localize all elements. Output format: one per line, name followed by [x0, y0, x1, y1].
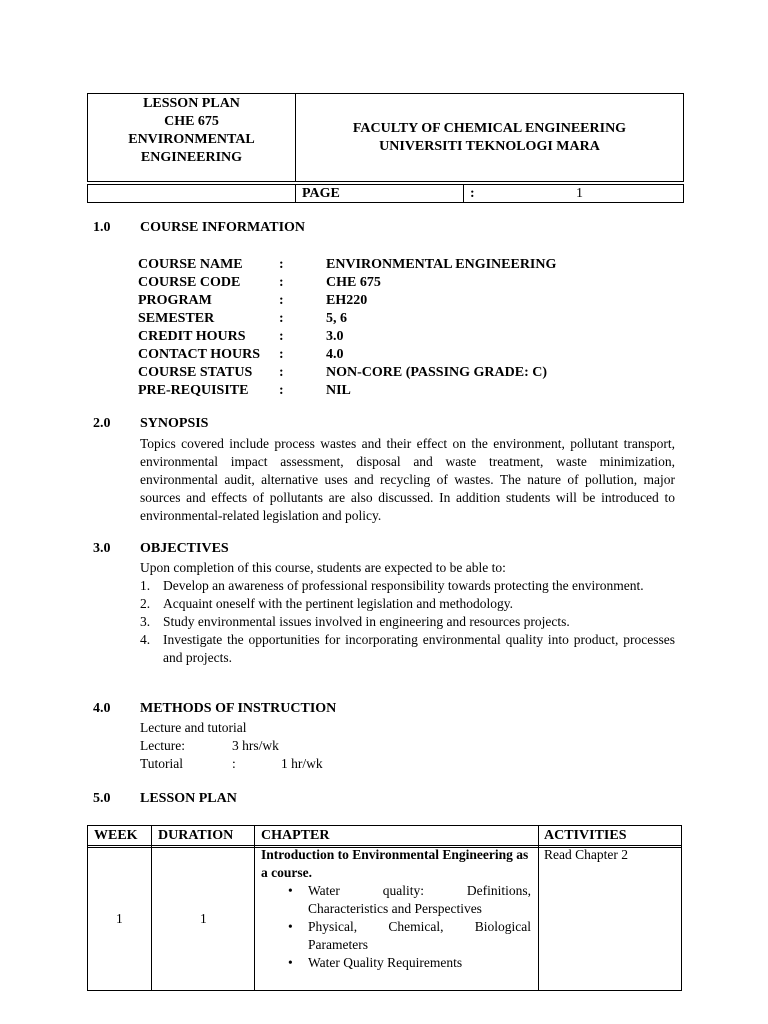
header-box [87, 93, 684, 182]
activities-cell: Read Chapter 2 [544, 847, 628, 862]
table-divider [538, 826, 539, 990]
section-number: 5.0 [93, 791, 111, 806]
course-info-label: COURSE NAME [138, 257, 243, 272]
course-info-colon: : [279, 293, 284, 308]
page-bar [87, 184, 684, 203]
section-number: 1.0 [93, 220, 111, 235]
course-info-colon: : [279, 275, 284, 290]
course-info-label: COURSE CODE [138, 275, 241, 290]
tutorial-label: Tutorial [140, 756, 184, 771]
page-label: PAGE [296, 185, 464, 202]
course-info-colon: : [279, 329, 284, 344]
column-header-week: WEEK [94, 828, 138, 843]
header-left-line: CHE 675 [164, 114, 219, 129]
page-number-cell [464, 185, 683, 202]
objectives-intro: Upon completion of this course, students are expected to be able to: [140, 560, 506, 575]
course-info-label: CONTACT HOURS [138, 347, 261, 362]
table-divider [254, 826, 255, 990]
header-course-block [88, 94, 296, 181]
objective-item: 4. Investigate the opportunities for incorporating environmental quality into product, processes and projects. [140, 632, 675, 665]
objective-item: 3. Study environmental issues involved in engineering and resources projects. [140, 614, 570, 629]
course-info-colon: : [279, 347, 284, 362]
objectives-list [140, 577, 675, 667]
course-info-value: EH220 [326, 293, 368, 308]
course-info-label: CREDIT HOURS [138, 329, 246, 344]
section-number: 4.0 [93, 701, 111, 716]
section-title: OBJECTIVES [140, 541, 229, 556]
page-colon: : [470, 186, 475, 201]
course-info-value: NIL [326, 383, 351, 398]
column-header-chapter: CHAPTER [261, 828, 330, 843]
course-info-label: PROGRAM [138, 293, 212, 308]
chapter-cell [261, 846, 531, 972]
course-info-colon: : [279, 311, 284, 326]
lecture-hours: 3 hrs/wk [232, 738, 279, 753]
chapter-topic: • Water Quality Requirements [288, 955, 463, 970]
objective-item: 1. Develop an awareness of professional responsibility towards protecting the environment. [140, 578, 644, 593]
page-number: 1 [576, 186, 583, 201]
duration-cell: 1 [200, 911, 207, 926]
synopsis-text: Topics covered include process wastes and their effect on the environment, pollutant transport, environmental impact assessment, disposal and waste treatment, waste minimization, environmental audit, alternative uses and recycling of wastes. The nature of pollution, major sources and effects of pollutants are also discussed. In addition students will be introduced to environmental-related legislation and policy. [140, 436, 675, 523]
section-number: 2.0 [93, 416, 111, 431]
section-title: COURSE INFORMATION [140, 220, 306, 235]
course-info-value: 3.0 [326, 329, 344, 344]
tutorial-colon: : [232, 756, 236, 771]
header-left-line: ENGINEERING [140, 150, 243, 165]
course-info-value: ENVIRONMENTAL ENGINEERING [326, 257, 557, 272]
course-info-value: CHE 675 [326, 275, 381, 290]
course-info-label: PRE-REQUISITE [138, 383, 249, 398]
course-info-value: NON-CORE (PASSING GRADE: C) [326, 365, 548, 380]
course-info-label: SEMESTER [138, 311, 215, 326]
course-info-label: COURSE STATUS [138, 365, 253, 380]
instruction-method: Lecture and tutorial [140, 720, 247, 735]
course-info-value: 5, 6 [326, 311, 347, 326]
chapter-topic: • Water quality: Definitions, Characteristics and Perspectives [288, 883, 531, 916]
header-faculty-block [296, 94, 683, 181]
lecture-label: Lecture: [140, 738, 185, 753]
course-info-colon: : [279, 257, 284, 272]
section-title: METHODS OF INSTRUCTION [140, 701, 337, 716]
chapter-topic: • Physical, Chemical, Biological Parameters [288, 919, 531, 952]
course-info-value: 4.0 [326, 347, 344, 362]
course-info-colon: : [279, 383, 284, 398]
table-divider [151, 826, 152, 990]
header-left-line: ENVIRONMENTAL [128, 132, 255, 147]
header-university-line: UNIVERSITI TEKNOLOGI MARA [379, 138, 600, 154]
header-left-line: LESSON PLAN [143, 96, 240, 111]
header-faculty-line: FACULTY OF CHEMICAL ENGINEERING [352, 120, 627, 136]
column-header-activities: ACTIVITIES [544, 828, 627, 843]
page-bar-empty-cell [88, 185, 296, 202]
section-number: 3.0 [93, 541, 111, 556]
column-header-duration: DURATION [158, 828, 234, 843]
week-cell: 1 [116, 911, 123, 926]
section-title: LESSON PLAN [140, 791, 237, 806]
chapter-title: Introduction to Environmental Engineering as a course. [261, 847, 529, 880]
objective-item: 2. Acquaint oneself with the pertinent legislation and methodology. [140, 596, 514, 611]
section-title: SYNOPSIS [140, 416, 209, 431]
lesson-plan-table [87, 825, 682, 991]
tutorial-hours: 1 hr/wk [281, 756, 323, 771]
course-info-colon: : [279, 365, 284, 380]
